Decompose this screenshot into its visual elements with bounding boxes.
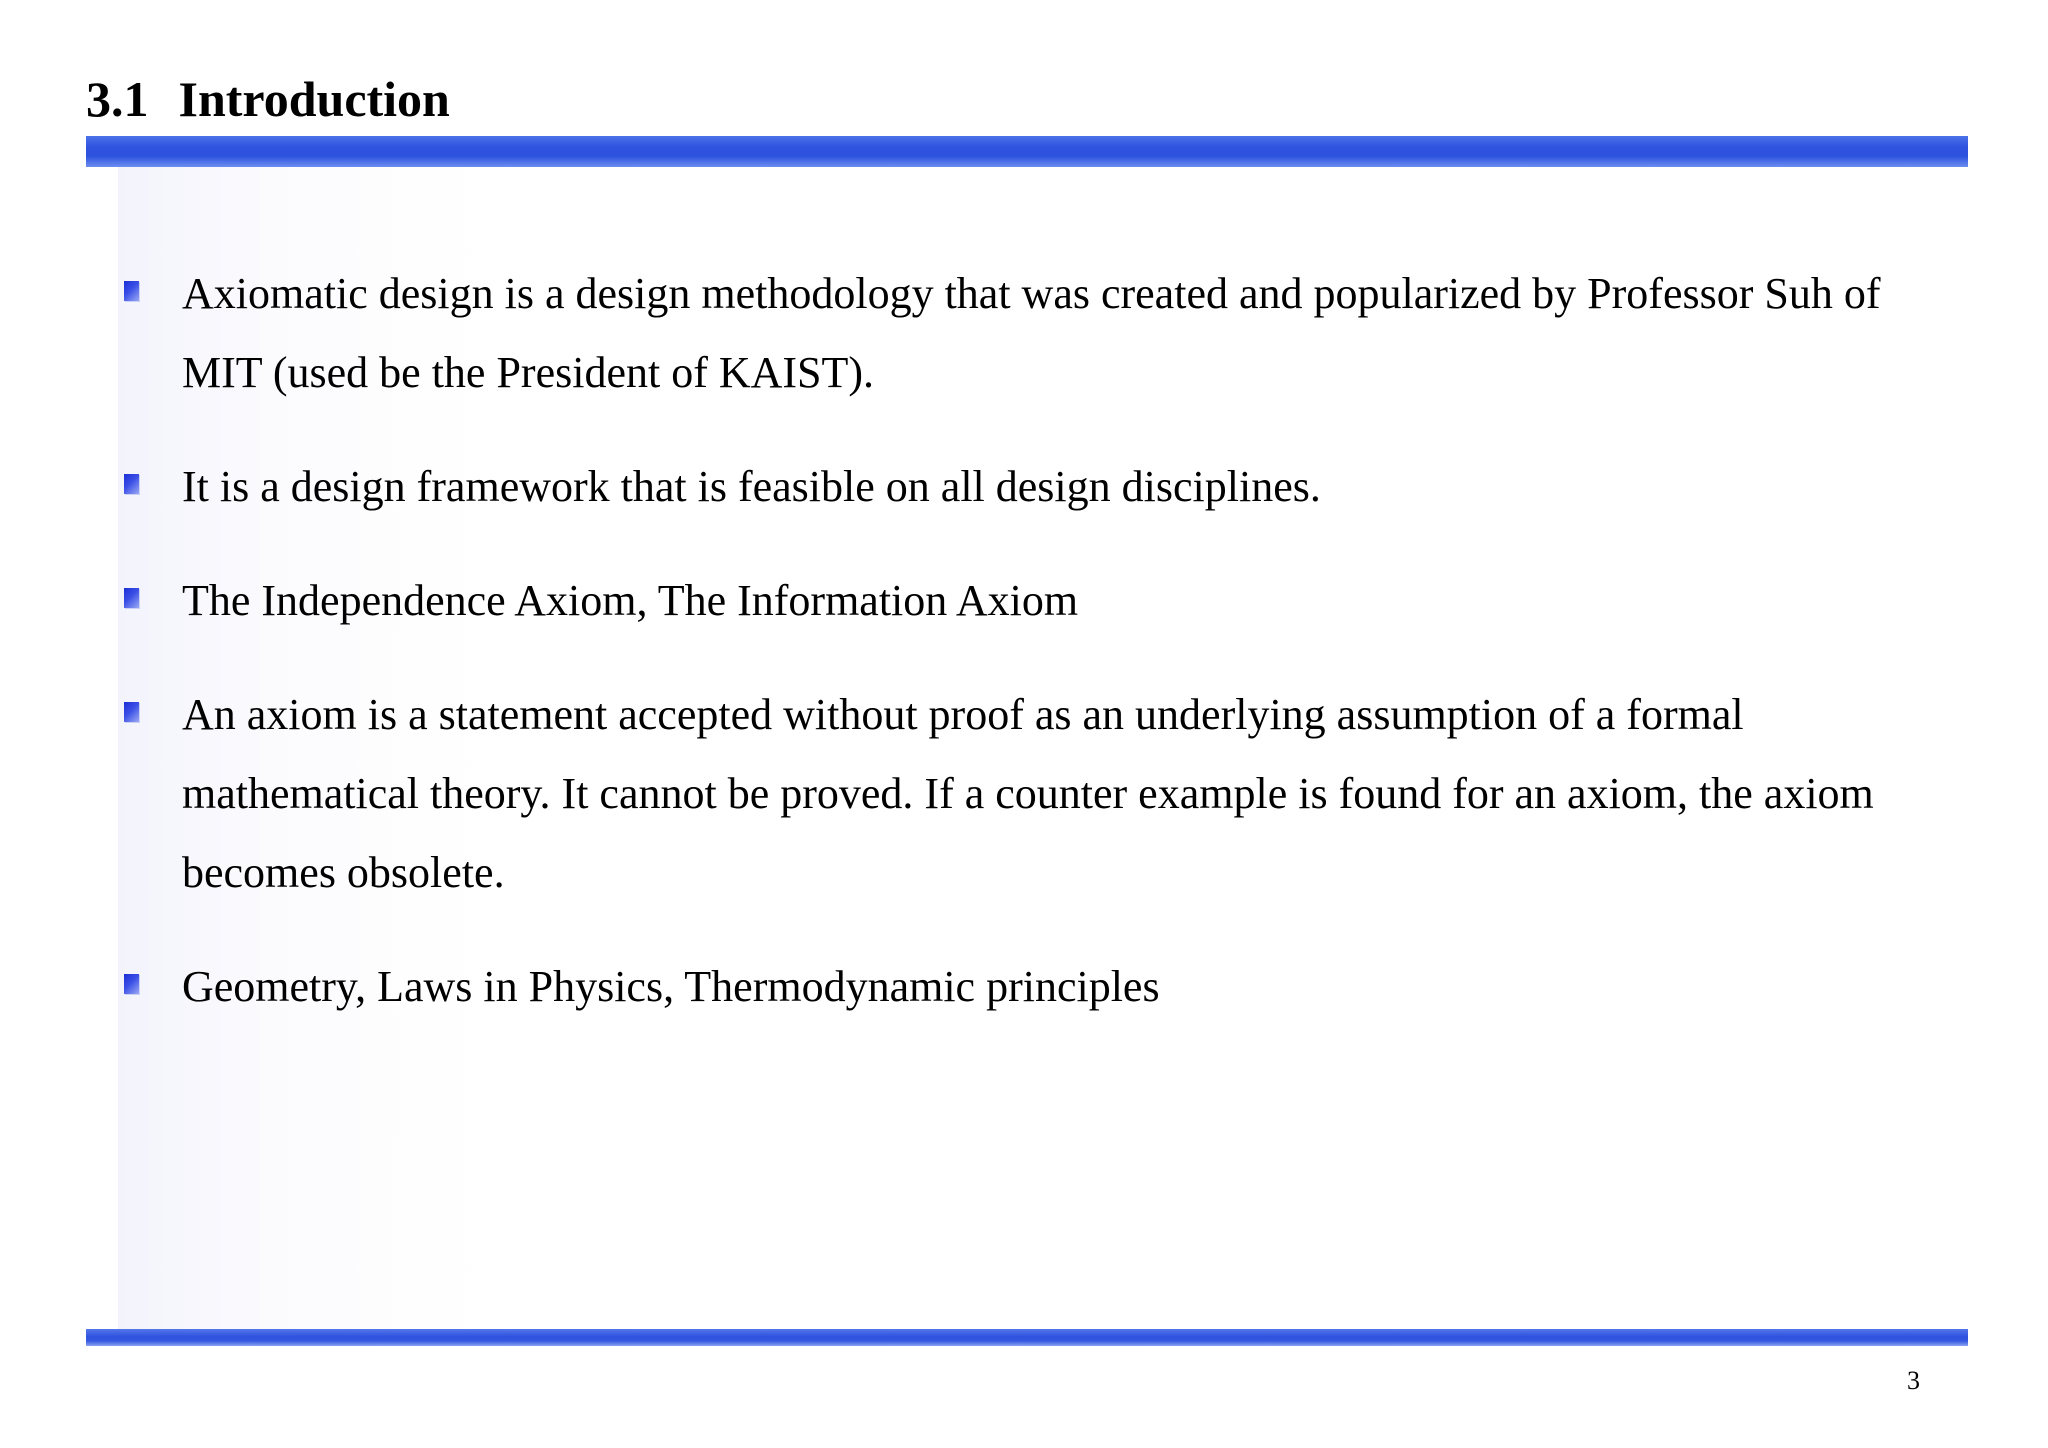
square-bullet-icon: [124, 974, 139, 994]
bullet-text: Axiomatic design is a design methodology that was created and popularized by Professor Suh of MIT (used be the President of KAIST).: [182, 269, 1881, 397]
slide-title: [86, 64, 450, 134]
square-bullet-icon: [124, 702, 139, 722]
bullet-text: Geometry, Laws in Physics, Thermodynamic principles: [182, 962, 1160, 1011]
page-number: 3: [1907, 1366, 1920, 1395]
title-text: Introduction: [178, 71, 450, 127]
list-item: [120, 447, 1900, 526]
list-item: [120, 254, 1900, 412]
section-number: 3.1: [86, 71, 149, 127]
list-item: [120, 947, 1900, 1026]
list-item: [120, 561, 1900, 640]
list-item: [120, 675, 1900, 912]
square-bullet-icon: [124, 281, 139, 301]
bullet-text: An axiom is a statement accepted without proof as an underlying assumption of a formal mathematical theory. It cannot be proved. If a counter example is found for an axiom, the axiom becomes obsolete.: [182, 690, 1874, 897]
square-bullet-icon: [124, 474, 139, 494]
footer-bar: [86, 1329, 1968, 1346]
bullet-list: [120, 254, 1900, 1061]
square-bullet-icon: [124, 588, 139, 608]
bullet-text: It is a design framework that is feasible on all design disciplines.: [182, 462, 1321, 511]
bullet-text: The Independence Axiom, The Information Axiom: [182, 576, 1079, 625]
title-underline-bar: [86, 136, 1968, 167]
